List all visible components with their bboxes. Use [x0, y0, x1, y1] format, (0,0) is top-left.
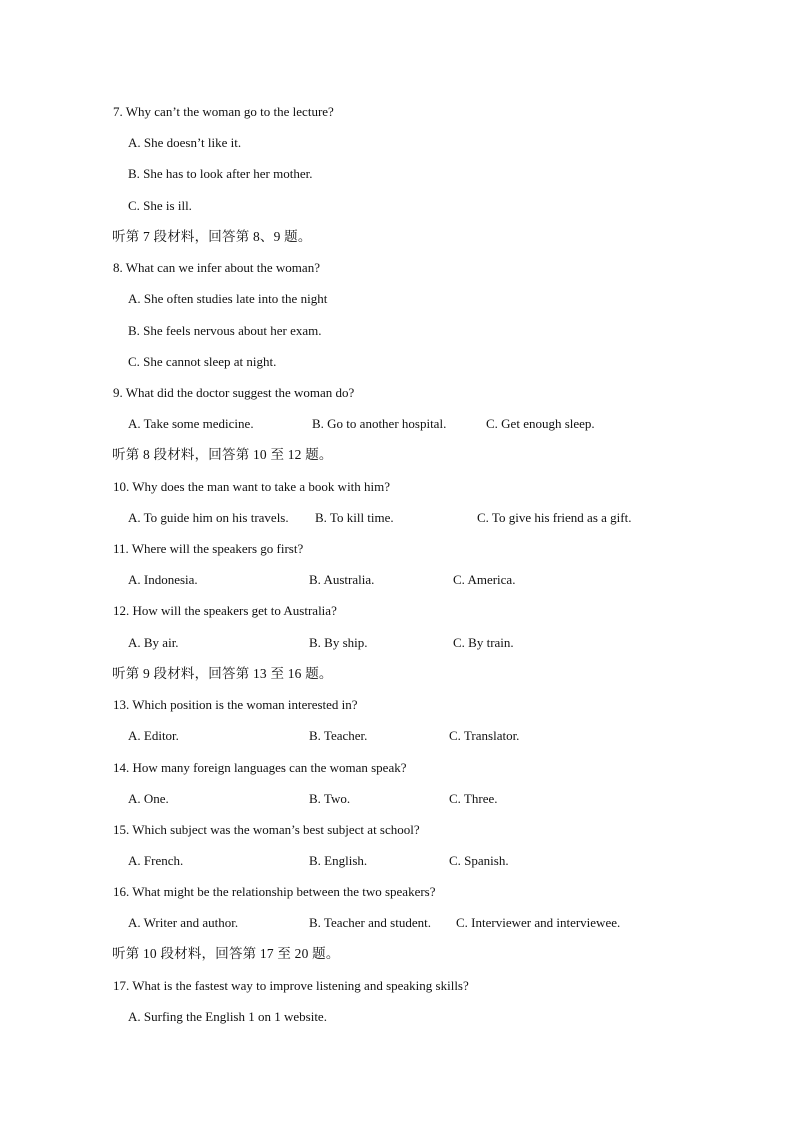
question-7-stem: 7. Why can’t the woman go to the lecture?	[113, 104, 334, 119]
question-13-option-a[interactable]: A. Editor.	[128, 728, 179, 743]
question-17-stem: 17. What is the fastest way to improve listening and speaking skills?	[113, 978, 469, 993]
question-9-stem: 9. What did the doctor suggest the woman do?	[113, 385, 355, 400]
question-7-option-c[interactable]: C. She is ill.	[128, 198, 192, 213]
question-17-option-a[interactable]: A. Surfing the English 1 on 1 website.	[128, 1009, 327, 1024]
question-12-option-c[interactable]: C. By train.	[453, 635, 514, 650]
question-8-option-a[interactable]: A. She often studies late into the night	[128, 291, 328, 306]
question-8-option-b[interactable]: B. She feels nervous about her exam.	[128, 323, 322, 338]
section-7-instruction: 听第 7 段材料，回答第 8、9 题。	[112, 229, 312, 244]
question-13-option-b[interactable]: B. Teacher.	[309, 728, 368, 743]
question-14-option-a[interactable]: A. One.	[128, 791, 169, 806]
question-16-stem: 16. What might be the relationship between the two speakers?	[113, 884, 436, 899]
question-11-option-b[interactable]: B. Australia.	[309, 572, 375, 587]
question-13-option-c[interactable]: C. Translator.	[449, 728, 520, 743]
question-10-option-c[interactable]: C. To give his friend as a gift.	[477, 510, 632, 525]
question-16-option-a[interactable]: A. Writer and author.	[128, 915, 239, 930]
question-7-option-b[interactable]: B. She has to look after her mother.	[128, 166, 313, 181]
question-11-option-a[interactable]: A. Indonesia.	[128, 572, 198, 587]
question-15-stem: 15. Which subject was the woman’s best subject at school?	[113, 822, 420, 837]
question-9-option-c[interactable]: C. Get enough sleep.	[486, 416, 595, 431]
section-10-instruction: 听第 10 段材料，回答第 17 至 20 题。	[112, 946, 340, 961]
question-15-option-b[interactable]: B. English.	[309, 853, 368, 868]
question-10-stem: 10. Why does the man want to take a book with him?	[113, 479, 391, 494]
question-14-stem: 14. How many foreign languages can the woman speak?	[113, 760, 407, 775]
question-9-option-b[interactable]: B. Go to another hospital.	[312, 416, 447, 431]
question-8-stem: 8. What can we infer about the woman?	[113, 260, 320, 275]
question-15-option-c[interactable]: C. Spanish.	[449, 853, 509, 868]
question-11-option-c[interactable]: C. America.	[453, 572, 516, 587]
question-12-option-a[interactable]: A. By air.	[128, 635, 179, 650]
question-10-option-a[interactable]: A. To guide him on his travels.	[128, 510, 289, 525]
question-15-option-a[interactable]: A. French.	[128, 853, 184, 868]
question-14-option-b[interactable]: B. Two.	[309, 791, 351, 806]
question-13-stem: 13. Which position is the woman interested in?	[113, 697, 358, 712]
question-16-option-b[interactable]: B. Teacher and student.	[309, 915, 431, 930]
question-11-stem: 11. Where will the speakers go first?	[113, 541, 304, 556]
question-9-option-a[interactable]: A. Take some medicine.	[128, 416, 254, 431]
section-8-instruction: 听第 8 段材料，回答第 10 至 12 题。	[112, 447, 333, 462]
question-8-option-c[interactable]: C. She cannot sleep at night.	[128, 354, 277, 369]
question-12-stem: 12. How will the speakers get to Australia?	[113, 603, 337, 618]
question-16-option-c[interactable]: C. Interviewer and interviewee.	[456, 915, 621, 930]
question-7-option-a[interactable]: A. She doesn’t like it.	[128, 135, 242, 150]
question-12-option-b[interactable]: B. By ship.	[309, 635, 368, 650]
question-14-option-c[interactable]: C. Three.	[449, 791, 498, 806]
section-9-instruction: 听第 9 段材料，回答第 13 至 16 题。	[112, 666, 333, 681]
question-10-option-b[interactable]: B. To kill time.	[315, 510, 394, 525]
